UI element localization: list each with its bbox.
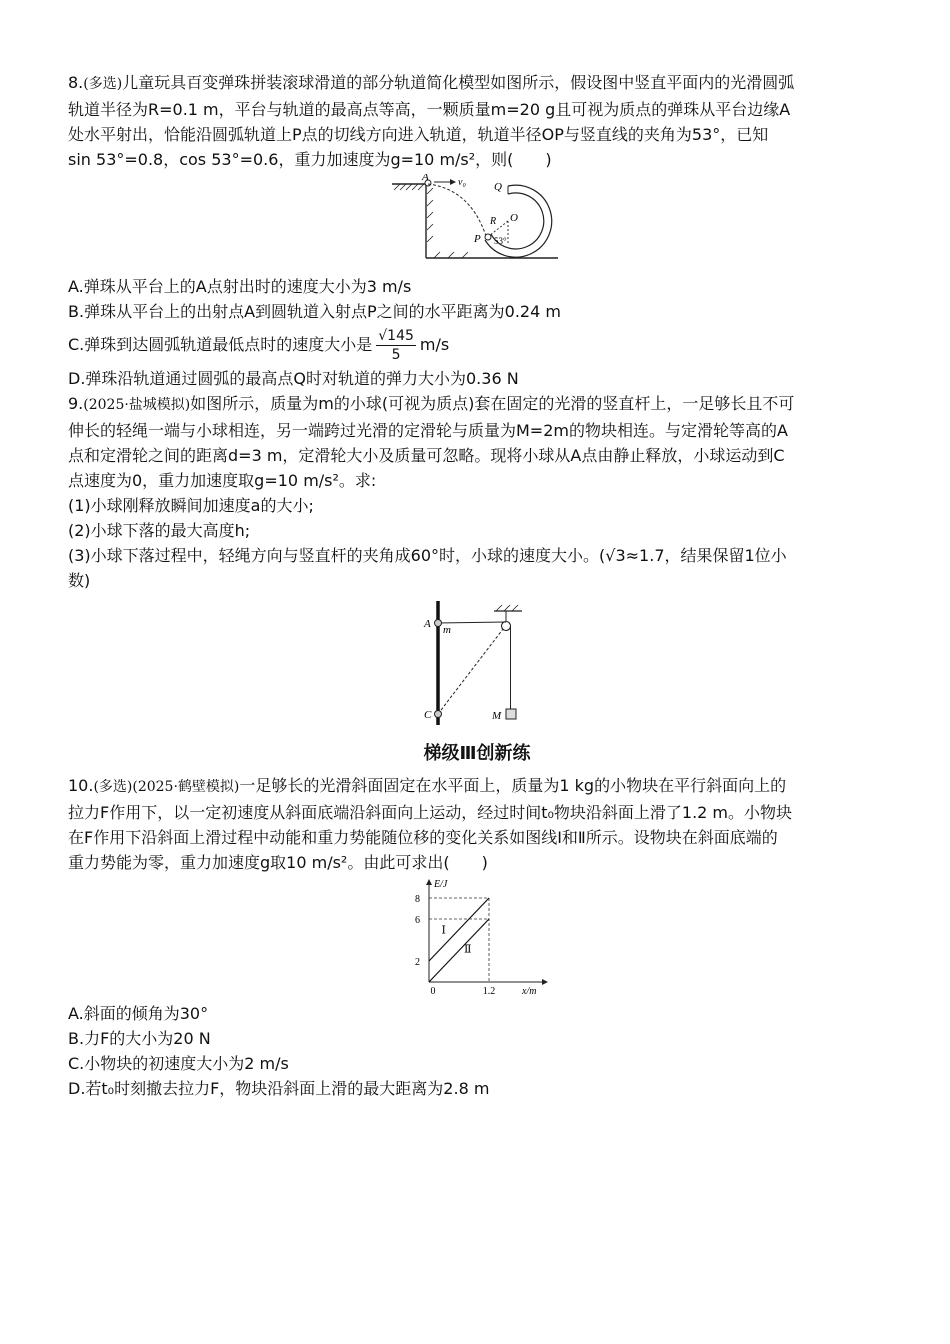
- q8-label-a: A: [422, 174, 429, 183]
- chart-y-tick-8: 8: [415, 894, 420, 905]
- q10-line1: 10.(多选)(2025·鹤壁模拟)一足够长的光滑斜面固定在水平面上，质量为1 kg的小物块在平行斜面向上的: [68, 776, 787, 795]
- q8-option-d: D.弹珠沿轨道通过圆弧的最高点Q时对轨道的弹力大小为0.36 N: [68, 369, 519, 388]
- q9-label-a: A: [424, 618, 431, 630]
- q9-line1: 9.(2025·盐城模拟)如图所示，质量为m的小球(可视为质点)套在固定的光滑的竖直杆上，一足够长且不可: [68, 394, 795, 413]
- q10-line3: 在F作用下沿斜面上滑过程中动能和重力势能随位移的变化关系如图线Ⅰ和Ⅱ所示。设物块在斜面底端的: [68, 828, 778, 847]
- q8-line3: 处水平射出，恰能沿圆弧轨道上P点的切线方向进入轨道，轨道半径OP与竖直线的夹角为53°，已知: [68, 125, 769, 144]
- q8-line4: sin 53°=0.8，cos 53°=0.6，重力加速度为g=10 m/s²，则( ): [68, 150, 552, 169]
- q9-label-m: m: [443, 624, 451, 636]
- q9-label-c: C: [424, 709, 432, 721]
- chart-series-label-1: Ⅰ: [441, 924, 446, 937]
- worksheet-page: [68, 70, 886, 1101]
- chart-x-tick-0: 0: [430, 986, 436, 997]
- q9-line4: 点速度为0，重力加速度取g=10 m/s²。求:: [68, 471, 377, 490]
- q10-chart: [404, 877, 554, 997]
- chart-x-arrow: [542, 979, 548, 985]
- section-title: 梯级Ⅲ创新练: [423, 743, 531, 764]
- chart-series-line-1: [429, 898, 489, 961]
- q10-option-d: D.若t₀时刻撤去拉力F，物块沿斜面上滑的最大距离为2.8 m: [68, 1079, 490, 1098]
- chart-y-label: E/J: [434, 879, 448, 890]
- q10-line4: 重力势能为零，重力加速度g取10 m/s²。由此可求出( ): [68, 853, 488, 872]
- chart-series-line-2: [429, 919, 489, 982]
- q8-label-angle: 53°: [494, 236, 507, 246]
- chart-x-tick-1.2: 1.2: [482, 986, 496, 997]
- question-9: [68, 391, 886, 729]
- q8-option-c: C.弹珠到达圆弧轨道最低点时的速度大小是 $\frac{√145}{5}$ m/s: [68, 328, 450, 363]
- q9-sub1: (1)小球刚释放瞬间加速度a的大小;: [68, 496, 314, 515]
- q10-line2: 拉力F作用下，以一定初速度从斜面底端沿斜面向上运动，经过时间t₀物块沿斜面上滑了1.2 m。小物块: [68, 803, 793, 822]
- q10-tag: (多选)(2025·鹤壁模拟): [93, 779, 240, 795]
- q8-option-a: A.弹珠从平台上的A点射出时的速度大小为3 m/s: [68, 277, 412, 296]
- chart-y-arrow: [426, 879, 432, 885]
- chart-x-label: x/m: [522, 986, 537, 997]
- q9-label-big-m: M: [492, 710, 502, 722]
- q8-label-p: P: [474, 233, 481, 245]
- q9-figure: [418, 599, 548, 729]
- chart-series-label-2: Ⅱ: [464, 943, 472, 956]
- q8-line1: 8.(多选)儿童玩具百变弹珠拼装滚球滑道的部分轨道简化模型如图所示，假设图中竖直平面内的光滑圆弧: [68, 73, 795, 92]
- q8-label-r: R: [490, 216, 497, 227]
- q8-line2: 轨道半径为R=0.1 m，平台与轨道的最高点等高，一颗质量m=20 g且可视为质点的弹珠从平台边缘A: [68, 100, 791, 119]
- q10-option-b: B.力F的大小为20 N: [68, 1029, 211, 1048]
- q9-tag: (2025·盐城模拟): [83, 397, 191, 413]
- q8-tag: (多选): [83, 76, 123, 92]
- q8-figure: [390, 174, 610, 266]
- q8-label-v0: v₀: [458, 177, 466, 188]
- q9-sub3: (3)小球下落过程中，轻绳方向与竖直杆的夹角成60°时，小球的速度大小。(√3≈1.7，结果保留1位小: [68, 546, 787, 565]
- chart-y-tick-2: 2: [415, 957, 420, 968]
- q8-label-q: Q: [494, 181, 502, 193]
- q8-label-o: O: [510, 212, 518, 224]
- chart-y-tick-6: 6: [415, 915, 420, 926]
- q8-option-b: B.弹珠从平台上的出射点A到圆轨道入射点P之间的水平距离为0.24 m: [68, 302, 561, 321]
- q9-sub2: (2)小球下落的最大高度h;: [68, 521, 251, 540]
- q8-option-c-fraction: $\frac{√145}{5}$: [378, 328, 414, 363]
- q10-option-a: A.斜面的倾角为30°: [68, 1004, 209, 1023]
- question-10: [68, 773, 886, 1101]
- q9-line2: 伸长的轻绳一端与小球相连，另一端跨过光滑的定滑轮与质量为M=2m的物块相连。与定滑轮等高的A: [68, 421, 788, 440]
- q9-sub3-cont: 数): [68, 571, 91, 590]
- q9-line3: 点和定滑轮之间的距离d=3 m，定滑轮大小及质量可忽略。现将小球从A点由静止释放，小球运动到C: [68, 446, 785, 465]
- q10-option-c: C.小物块的初速度大小为2 m/s: [68, 1054, 289, 1073]
- question-8: [68, 70, 886, 391]
